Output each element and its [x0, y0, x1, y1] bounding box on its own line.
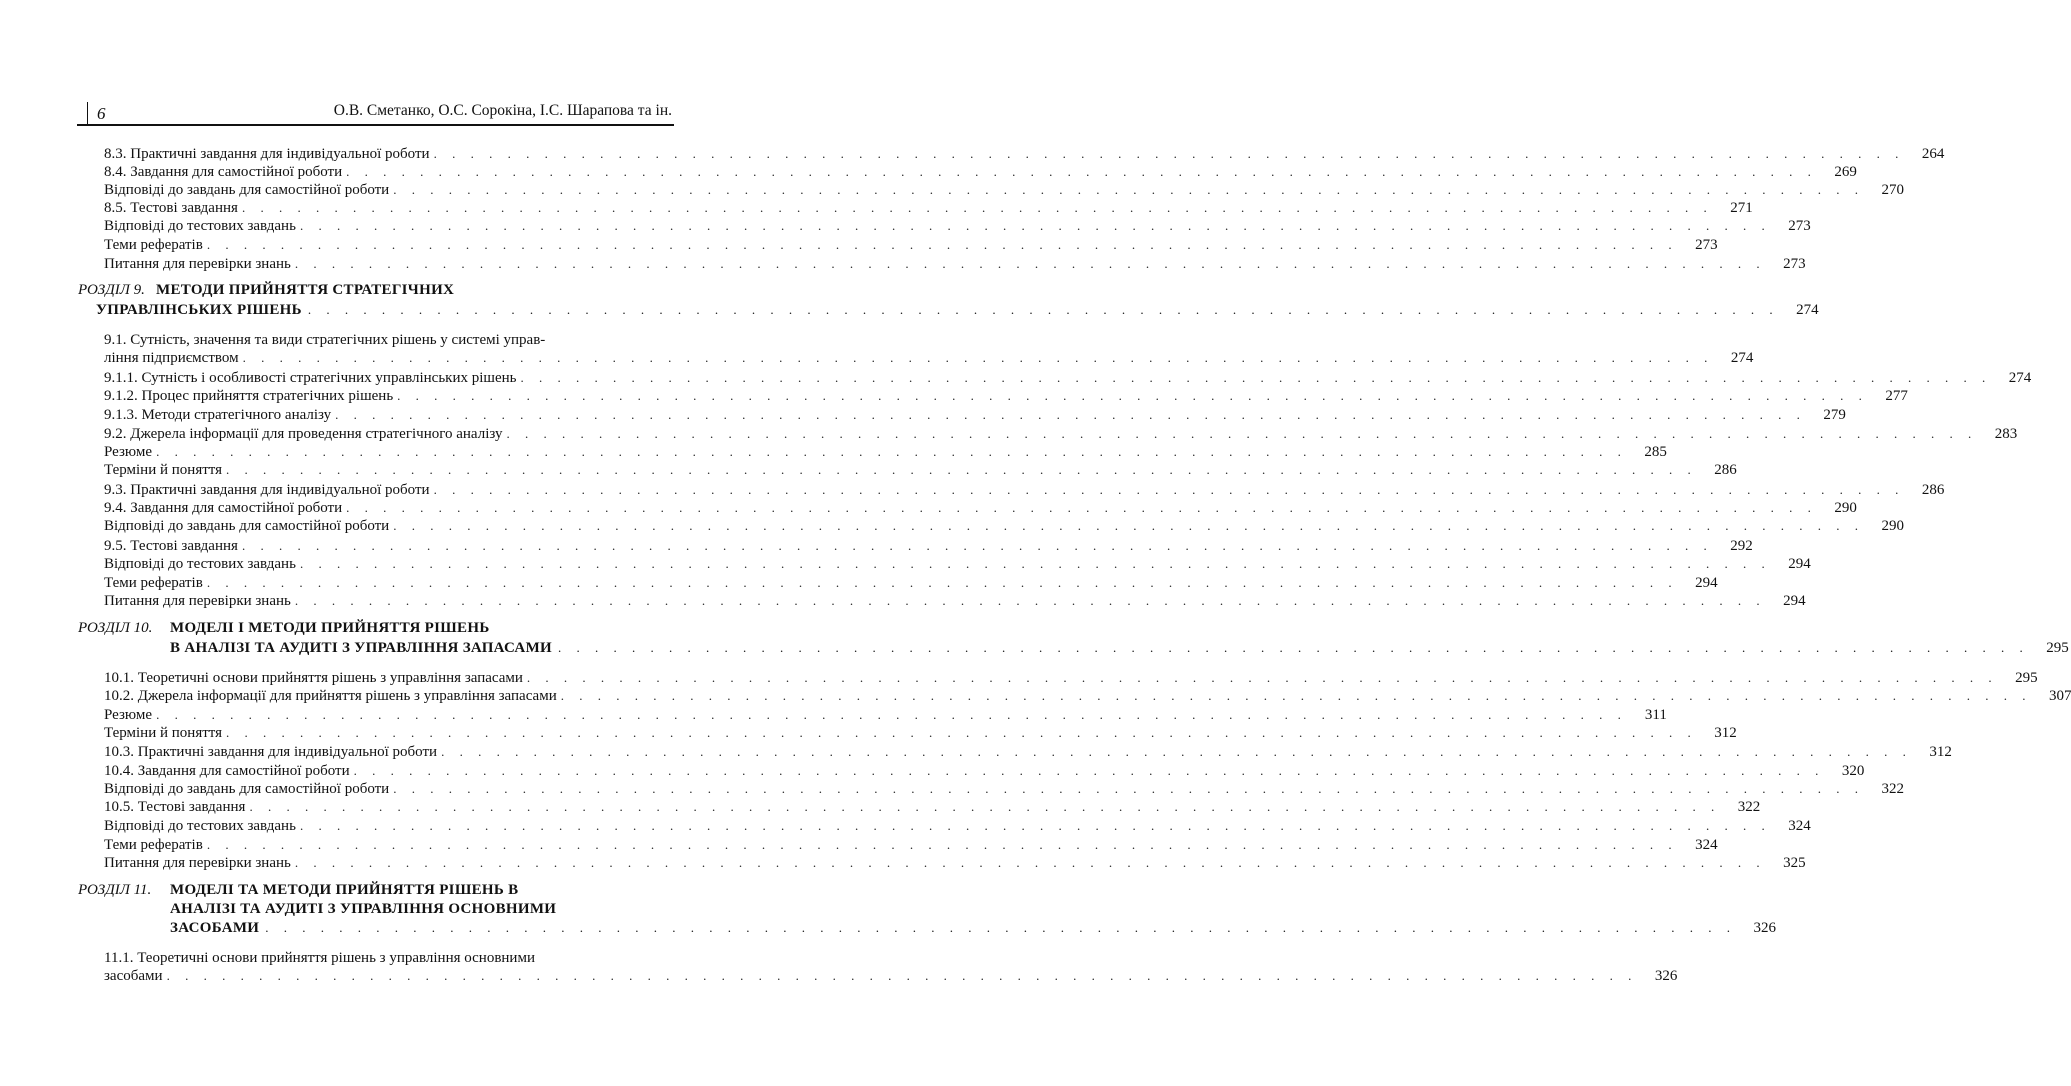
toc-entry [104, 536, 1753, 556]
dot-leader: . . . . . . . . . . . . . . . . . . . . . . . . . . . . . . . . . . . . . . . . . . . . . . . . . . . . . . . . . . . . . . . . . . . . . . . . . . . . . . . . [526, 670, 1998, 685]
page-number: 6 [97, 104, 106, 123]
section-page: 326 [1753, 920, 1777, 936]
toc-entry-page: 322 [1737, 799, 1761, 815]
toc-entry-page: 273 [1788, 218, 1811, 234]
toc-entry-page: 290 [1834, 500, 1857, 516]
dot-leader: . . . . . . . . . . . . . . . . . . . . . . . . . . . . . . . . . . . . . . . . . . . . . . . . . . . . . . . . . . . . . . . . . . . . . . . . . . . . . . . . [294, 256, 1766, 271]
dot-leader: . . . . . . . . . . . . . . . . . . . . . . . . . . . . . . . . . . . . . . . . . . . . . . . . . . . . . . . . . . . . . . . . . . . . . . . . . . . . . . . . [353, 763, 1825, 778]
toc-entry-title: 10.5. Тестові завдання [104, 799, 246, 815]
toc-entry-title: 9.4. Завдання для самостійної роботи [104, 500, 343, 516]
dot-leader: . . . . . . . . . . . . . . . . . . . . . . . . . . . . . . . . . . . . . . . . . . . . . . . . . . . . . . . . . . . . . . . . . . . . . . . . . . . . . . . . [166, 968, 1638, 983]
toc-entry [104, 554, 1811, 574]
dot-leader: . . . . . . . . . . . . . . . . . . . . . . . . . . . . . . . . . . . . . . . . . . . . . . . . . . . . . . . . . . . . . . . . . . . . . . . . . . . . . . . . [393, 518, 1864, 533]
section-title-line: ЗАСОБАМИ [170, 920, 260, 936]
toc-entry-page: 274 [1730, 350, 1754, 366]
toc-entry [104, 573, 1718, 593]
toc-entry [104, 723, 1737, 743]
toc-entry-title: 8.3. Практичні завдання для індивідуальної роботи [104, 146, 430, 162]
section-title-line: МОДЕЛІ ТА МЕТОДИ ПРИЙНЯТТЯ РІШЕНЬ В [170, 882, 519, 898]
toc-entry [104, 180, 1904, 200]
dot-leader: . . . . . . . . . . . . . . . . . . . . . . . . . . . . . . . . . . . . . . . . . . . . . . . . . . . . . . . . . . . . . . . . . . . . . . . . . . . . . . . . [346, 500, 1817, 515]
toc-entry-page: 277 [1885, 388, 1908, 404]
running-title: О.В. Сметанко, О.С. Сорокіна, І.С. Шарапова та ін. [333, 102, 672, 119]
toc-entry-title: Відповіді до тестових завдань [104, 218, 296, 234]
section-title-line: МЕТОДИ ПРИЙНЯТТЯ СТРАТЕГІЧНИХ [156, 282, 455, 298]
dot-leader: . . . . . . . . . . . . . . . . . . . . . . . . . . . . . . . . . . . . . . . . . . . . . . . . . . . . . . . . . . . . . . . . . . . . . . . . . . . . . . . . [241, 200, 1713, 215]
toc-entry [104, 405, 1846, 425]
section-title-line: АНАЛІЗІ ТА АУДИТІ З УПРАВЛІННЯ ОСНОВНИМИ [170, 901, 557, 917]
dot-leader: . . . . . . . . . . . . . . . . . . . . . . . . . . . . . . . . . . . . . . . . . . . . . . . . . . . . . . . . . . . . . . . . . . . . . . . . . . . . . . . . [506, 426, 1978, 441]
toc-entry-title: 10.3. Практичні завдання для індивідуальної роботи [104, 744, 438, 760]
toc-entry-page: 270 [1881, 182, 1904, 198]
toc-entry [104, 480, 1945, 500]
section-page: 274 [1796, 302, 1819, 318]
dot-leader: . . . . . . . . . . . . . . . . . . . . . . . . . . . . . . . . . . . . . . . . . . . . . . . . . . . . . . . . . . . . . . . . . . . . . . . . . . . . . . . . [520, 370, 1992, 385]
dot-leader: . . . . . . . . . . . . . . . . . . . . . . . . . . . . . . . . . . . . . . . . . . . . . . . . . . . . . . . . . . . . . . . . . . . . . . . . . . . . . . . . [294, 593, 1766, 608]
dot-leader: . . . . . . . . . . . . . . . . . . . . . . . . . . . . . . . . . . . . . . . . . . . . . . . . . . . . . . . . . . . . . . . . . . . . . . . . . . . . . . . . [307, 302, 1779, 317]
dot-leader: . . . . . . . . . . . . . . . . . . . . . . . . . . . . . . . . . . . . . . . . . . . . . . . . . . . . . . . . . . . . . . . . . . . . . . . . . . . . . . . . [441, 744, 1912, 759]
toc-entry-page: 292 [1730, 538, 1753, 554]
toc-entry-page: 294 [1695, 575, 1718, 591]
dot-leader: . . . . . . . . . . . . . . . . . . . . . . . . . . . . . . . . . . . . . . . . . . . . . . . . . . . . . . . . . . . . . . . . . . . . . . . . . . . . . . . . [156, 444, 1627, 459]
dot-leader: . . . . . . . . . . . . . . . . . . . . . . . . . . . . . . . . . . . . . . . . . . . . . . . . . . . . . . . . . . . . . . . . . . . . . . . . . . . . . . . . [242, 350, 1714, 365]
toc-entry-title: Відповіді до тестових завдань [104, 556, 296, 572]
toc-entry-page: 286 [1921, 482, 1945, 498]
toc-entry [104, 216, 1811, 236]
toc-entry [104, 516, 1904, 536]
toc-entry [104, 368, 2032, 388]
toc-entry-title: ління підприємством [104, 350, 239, 366]
toc-entry-title: Відповіді до тестових завдань [104, 818, 296, 834]
toc-entry [104, 853, 1806, 873]
toc-entry [104, 742, 1952, 762]
toc-entry-title: 8.4. Завдання для самостійної роботи [104, 164, 343, 180]
dot-leader: . . . . . . . . . . . . . . . . . . . . . . . . . . . . . . . . . . . . . . . . . . . . . . . . . . . . . . . . . . . . . . . . . . . . . . . . . . . . . . . . [294, 855, 1766, 870]
toc-entry-page: 295 [2015, 670, 2038, 686]
toc-entry [104, 797, 1761, 817]
toc-entry [104, 686, 2071, 706]
toc-entry-title: Резюме [104, 707, 153, 723]
dot-leader: . . . . . . . . . . . . . . . . . . . . . . . . . . . . . . . . . . . . . . . . . . . . . . . . . . . . . . . . . . . . . . . . . . . . . . . . . . . . . . . . [558, 640, 2029, 655]
dot-leader: . . . . . . . . . . . . . . . . . . . . . . . . . . . . . . . . . . . . . . . . . . . . . . . . . . . . . . . . . . . . . . . . . . . . . . . . . . . . . . . . [206, 837, 1678, 852]
dot-leader: . . . . . . . . . . . . . . . . . . . . . . . . . . . . . . . . . . . . . . . . . . . . . . . . . . . . . . . . . . . . . . . . . . . . . . . . . . . . . . . . [397, 388, 1868, 403]
toc-entry-page: 326 [1654, 968, 1678, 984]
dot-leader: . . . . . . . . . . . . . . . . . . . . . . . . . . . . . . . . . . . . . . . . . . . . . . . . . . . . . . . . . . . . . . . . . . . . . . . . . . . . . . . . [265, 920, 1737, 935]
toc-entry-title: Резюме [104, 444, 153, 460]
toc-entry-title: Відповіді до завдань для самостійної роботи [104, 781, 390, 797]
toc-entry-page: 311 [1644, 707, 1667, 723]
dot-leader: . . . . . . . . . . . . . . . . . . . . . . . . . . . . . . . . . . . . . . . . . . . . . . . . . . . . . . . . . . . . . . . . . . . . . . . . . . . . . . . . [346, 164, 1817, 179]
toc-entry-title: 10.1. Теоретичні основи прийняття рішень з управління запасами [104, 670, 523, 686]
toc-entry-page: 269 [1834, 164, 1857, 180]
toc-entry-page: 283 [1994, 426, 2018, 442]
toc-entry-page: 274 [2008, 370, 2032, 386]
toc-entry [104, 779, 1904, 799]
toc-entry [104, 591, 1806, 611]
toc-entry-title: 9.5. Тестові завдання [104, 538, 238, 554]
section-heading [78, 282, 1819, 342]
dot-leader: . . . . . . . . . . . . . . . . . . . . . . . . . . . . . . . . . . . . . . . . . . . . . . . . . . . . . . . . . . . . . . . . . . . . . . . . . . . . . . . . [299, 556, 1771, 571]
toc-entry-page: 271 [1730, 200, 1753, 216]
toc-entry [104, 442, 1667, 462]
dot-leader: . . . . . . . . . . . . . . . . . . . . . . . . . . . . . . . . . . . . . . . . . . . . . . . . . . . . . . . . . . . . . . . . . . . . . . . . . . . . . . . . [433, 482, 1905, 497]
toc-entry-title: Питання для перевірки знань [104, 593, 291, 609]
toc-entry-page: 290 [1881, 518, 1904, 534]
toc-entry-page: 324 [1695, 837, 1718, 853]
dot-leader: . . . . . . . . . . . . . . . . . . . . . . . . . . . . . . . . . . . . . . . . . . . . . . . . . . . . . . . . . . . . . . . . . . . . . . . . . . . . . . . . [299, 818, 1771, 833]
toc-entry-title: 9.1.2. Процес прийняття стратегічних рішень [104, 388, 394, 404]
toc-entry [104, 460, 1737, 480]
section-page: 295 [2046, 640, 2069, 656]
toc-entry-page: 322 [1881, 781, 1904, 797]
toc-entry [104, 348, 1754, 368]
section-label: РОЗДІЛ 9. [78, 282, 145, 298]
toc-entry-title: Теми рефератів [104, 575, 203, 591]
toc-entry-page: 286 [1714, 462, 1737, 478]
toc-entry [104, 386, 1908, 406]
dot-leader: . . . . . . . . . . . . . . . . . . . . . . . . . . . . . . . . . . . . . . . . . . . . . . . . . . . . . . . . . . . . . . . . . . . . . . . . . . . . . . . . [206, 237, 1678, 252]
dot-leader: . . . . . . . . . . . . . . . . . . . . . . . . . . . . . . . . . . . . . . . . . . . . . . . . . . . . . . . . . . . . . . . . . . . . . . . . . . . . . . . . [249, 799, 1721, 814]
toc-entry-title: 9.3. Практичні завдання для індивідуальної роботи [104, 482, 430, 498]
dot-leader: . . . . . . . . . . . . . . . . . . . . . . . . . . . . . . . . . . . . . . . . . . . . . . . . . . . . . . . . . . . . . . . . . . . . . . . . . . . . . . . . [206, 575, 1678, 590]
toc-entry-page: 294 [1788, 556, 1811, 572]
toc-entry-title: Теми рефератів [104, 237, 203, 253]
toc-entry-title: Відповіді до завдань для самостійної роботи [104, 182, 390, 198]
toc-entry-page: 307 [2048, 688, 2071, 704]
toc-entry-title: 9.2. Джерела інформації для проведення стратегічного аналізу [104, 426, 503, 442]
toc-entry [104, 162, 1857, 182]
toc-entry-title: Відповіді до завдань для самостійної роботи [104, 518, 390, 534]
toc-entry-title: 11.1. Теоретичні основи прийняття рішень з управління основними [104, 950, 535, 966]
dot-leader: . . . . . . . . . . . . . . . . . . . . . . . . . . . . . . . . . . . . . . . . . . . . . . . . . . . . . . . . . . . . . . . . . . . . . . . . . . . . . . . . [156, 707, 1627, 722]
toc-entry [104, 816, 1811, 836]
toc-entry [104, 198, 1753, 218]
toc-entry-title: Терміни й поняття [104, 725, 223, 741]
section-title-line: МОДЕЛІ І МЕТОДИ ПРИЙНЯТТЯ РІШЕНЬ [170, 620, 490, 636]
toc-entry-page: 273 [1783, 256, 1806, 272]
toc-entry [104, 498, 1857, 518]
toc-entry-page: 320 [1841, 763, 1865, 779]
toc-entry-title: 9.1.3. Методи стратегічного аналізу [104, 407, 332, 423]
toc-entry-title: Терміни й поняття [104, 462, 223, 478]
toc-entry [104, 948, 674, 968]
dot-leader: . . . . . . . . . . . . . . . . . . . . . . . . . . . . . . . . . . . . . . . . . . . . . . . . . . . . . . . . . . . . . . . . . . . . . . . . . . . . . . . . [226, 462, 1697, 477]
toc-entry [104, 235, 1718, 255]
toc-entry-page: 325 [1783, 855, 1806, 871]
toc-entry [104, 424, 2018, 444]
toc-entry-page: 324 [1788, 818, 1811, 834]
toc-entry-page: 273 [1695, 237, 1718, 253]
section-title-line: УПРАВЛІНСЬКИХ РІШЕНЬ [96, 302, 302, 318]
dot-leader: . . . . . . . . . . . . . . . . . . . . . . . . . . . . . . . . . . . . . . . . . . . . . . . . . . . . . . . . . . . . . . . . . . . . . . . . . . . . . . . . [393, 182, 1864, 197]
toc-entry [104, 254, 1806, 274]
toc-entry-page: 312 [1929, 744, 1952, 760]
toc-entry [104, 144, 1945, 164]
toc-entry-page: 285 [1644, 444, 1667, 460]
toc-entry-page: 294 [1783, 593, 1806, 609]
dot-leader: . . . . . . . . . . . . . . . . . . . . . . . . . . . . . . . . . . . . . . . . . . . . . . . . . . . . . . . . . . . . . . . . . . . . . . . . . . . . . . . . [226, 725, 1697, 740]
section-title-line: В АНАЛІЗІ ТА АУДИТІ З УПРАВЛІННЯ ЗАПАСАМИ [170, 640, 552, 656]
toc-entry-title: 8.5. Тестові завдання [104, 200, 238, 216]
toc-entry [104, 835, 1718, 855]
toc-entry [104, 761, 1865, 781]
dot-leader: . . . . . . . . . . . . . . . . . . . . . . . . . . . . . . . . . . . . . . . . . . . . . . . . . . . . . . . . . . . . . . . . . . . . . . . . . . . . . . . . [299, 218, 1771, 233]
dot-leader: . . . . . . . . . . . . . . . . . . . . . . . . . . . . . . . . . . . . . . . . . . . . . . . . . . . . . . . . . . . . . . . . . . . . . . . . . . . . . . . . [560, 688, 2032, 703]
toc-entry-title: Теми рефератів [104, 837, 203, 853]
toc-entry [104, 705, 1667, 725]
dot-leader: . . . . . . . . . . . . . . . . . . . . . . . . . . . . . . . . . . . . . . . . . . . . . . . . . . . . . . . . . . . . . . . . . . . . . . . . . . . . . . . . [335, 407, 1806, 422]
toc-entry-title: 9.1.1. Сутність і особливості стратегічних управлінських рішень [104, 370, 517, 386]
toc-entry [104, 966, 1678, 986]
toc-entry-title: засобами [104, 968, 163, 984]
section-heading [78, 882, 1777, 942]
toc-entry-title: 9.1. Сутність, значення та види стратегічних рішень у системі управ- [104, 332, 546, 348]
toc-entry-title: Питання для перевірки знань [104, 256, 291, 272]
dot-leader: . . . . . . . . . . . . . . . . . . . . . . . . . . . . . . . . . . . . . . . . . . . . . . . . . . . . . . . . . . . . . . . . . . . . . . . . . . . . . . . . [433, 146, 1905, 161]
toc-entry-title: 10.2. Джерела інформації для прийняття рішень з управління запасами [104, 688, 557, 704]
toc-entry-page: 312 [1714, 725, 1737, 741]
toc-entry-page: 264 [1921, 146, 1945, 162]
toc-entry-title: Питання для перевірки знань [104, 855, 291, 871]
toc-entry-page: 279 [1823, 407, 1846, 423]
section-label: РОЗДІЛ 11. [78, 882, 152, 898]
dot-leader: . . . . . . . . . . . . . . . . . . . . . . . . . . . . . . . . . . . . . . . . . . . . . . . . . . . . . . . . . . . . . . . . . . . . . . . . . . . . . . . . [241, 538, 1713, 553]
section-heading [78, 620, 2069, 680]
dot-leader: . . . . . . . . . . . . . . . . . . . . . . . . . . . . . . . . . . . . . . . . . . . . . . . . . . . . . . . . . . . . . . . . . . . . . . . . . . . . . . . . [393, 781, 1864, 796]
section-label: РОЗДІЛ 10. [78, 620, 153, 636]
toc-entry-title: 10.4. Завдання для самостійної роботи [104, 763, 350, 779]
